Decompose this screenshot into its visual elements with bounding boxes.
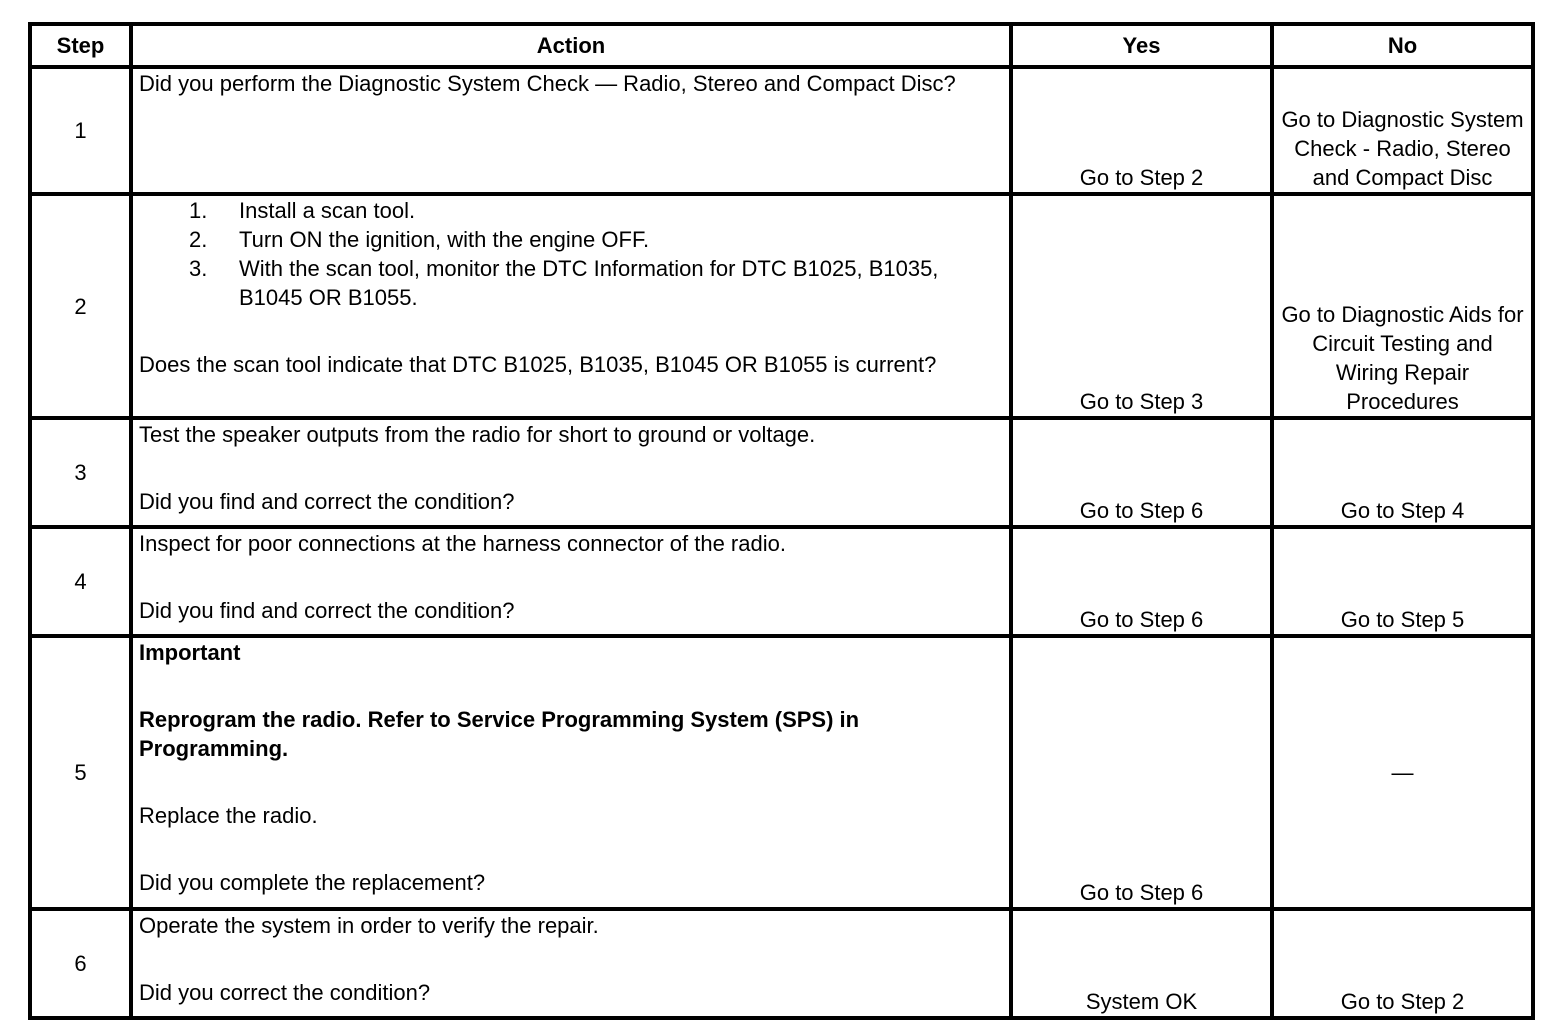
no-cell: — (1272, 636, 1533, 909)
important-label: Important (139, 640, 241, 665)
header-yes: Yes (1011, 24, 1272, 67)
yes-cell: Go to Step 6 (1011, 418, 1272, 527)
no-cell: Go to Step 5 (1272, 527, 1533, 636)
action-text: Test the speaker outputs from the radio for short to ground or voltage. (139, 422, 816, 447)
yes-cell: Go to Step 6 (1011, 636, 1272, 909)
action-cell (131, 909, 1011, 1018)
step-number: 2 (30, 194, 131, 418)
list-item (139, 254, 1003, 312)
yes-cell: Go to Step 2 (1011, 67, 1272, 194)
action-question: Did you find and correct the condition? (139, 598, 515, 623)
header-no: No (1272, 24, 1533, 67)
table-row (30, 194, 1533, 418)
action-text: Did you perform the Diagnostic System Check — Radio, Stereo and Compact Disc? (139, 71, 956, 96)
list-item-text: Install a scan tool. (239, 198, 416, 223)
action-cell (131, 418, 1011, 527)
list-item-number: 3. (189, 256, 208, 281)
action-text: Operate the system in order to verify the repair. (139, 913, 599, 938)
action-question: Did you complete the replacement? (139, 870, 486, 895)
header-step: Step (30, 24, 131, 67)
no-cell: Go to Diagnostic Aids for Circuit Testing and Wiring Repair Procedures (1272, 194, 1533, 418)
table-header-row (30, 24, 1533, 67)
action-text: Replace the radio. (139, 803, 318, 828)
table-row (30, 418, 1533, 527)
no-cell: Go to Step 4 (1272, 418, 1533, 527)
no-cell: Go to Step 2 (1272, 909, 1533, 1018)
step-number: 6 (30, 909, 131, 1018)
list-item-number: 1. (189, 198, 208, 223)
step-number: 4 (30, 527, 131, 636)
action-cell (131, 527, 1011, 636)
action-text: Inspect for poor connections at the harness connector of the radio. (139, 531, 786, 556)
spacer (139, 312, 1003, 350)
table-row (30, 909, 1533, 1018)
no-cell: Go to Diagnostic System Check - Radio, Stereo and Compact Disc (1272, 67, 1533, 194)
spacer (139, 830, 1003, 868)
yes-cell: Go to Step 3 (1011, 194, 1272, 418)
list-item-text: Turn ON the ignition, with the engine OFF. (239, 227, 650, 252)
list-item-number: 2. (189, 227, 208, 252)
action-question: Does the scan tool indicate that DTC B1025, B1035, B1045 OR B1055 is current? (139, 352, 937, 377)
table-row (30, 67, 1533, 194)
list-item-text: With the scan tool, monitor the DTC Information for DTC B1025, B1035, B1045 OR B1055. (239, 256, 939, 310)
spacer (139, 940, 1003, 978)
table-row (30, 527, 1533, 636)
table-row (30, 636, 1533, 909)
important-text: Reprogram the radio. Refer to Service Programming System (SPS) in Programming. (139, 707, 860, 761)
action-cell (131, 194, 1011, 418)
spacer (139, 449, 1003, 487)
action-question: Did you find and correct the condition? (139, 489, 515, 514)
list-item (139, 225, 1003, 254)
yes-cell: Go to Step 6 (1011, 527, 1272, 636)
header-action: Action (131, 24, 1011, 67)
step-number: 3 (30, 418, 131, 527)
step-number: 1 (30, 67, 131, 194)
action-cell (131, 636, 1011, 909)
yes-cell: System OK (1011, 909, 1272, 1018)
spacer (139, 667, 1003, 705)
list-item (139, 196, 1003, 225)
diagnostic-table (28, 22, 1535, 1020)
action-question: Did you correct the condition? (139, 980, 431, 1005)
instruction-list (139, 196, 1003, 312)
spacer (139, 763, 1003, 801)
spacer (139, 558, 1003, 596)
action-cell (131, 67, 1011, 194)
step-number: 5 (30, 636, 131, 909)
